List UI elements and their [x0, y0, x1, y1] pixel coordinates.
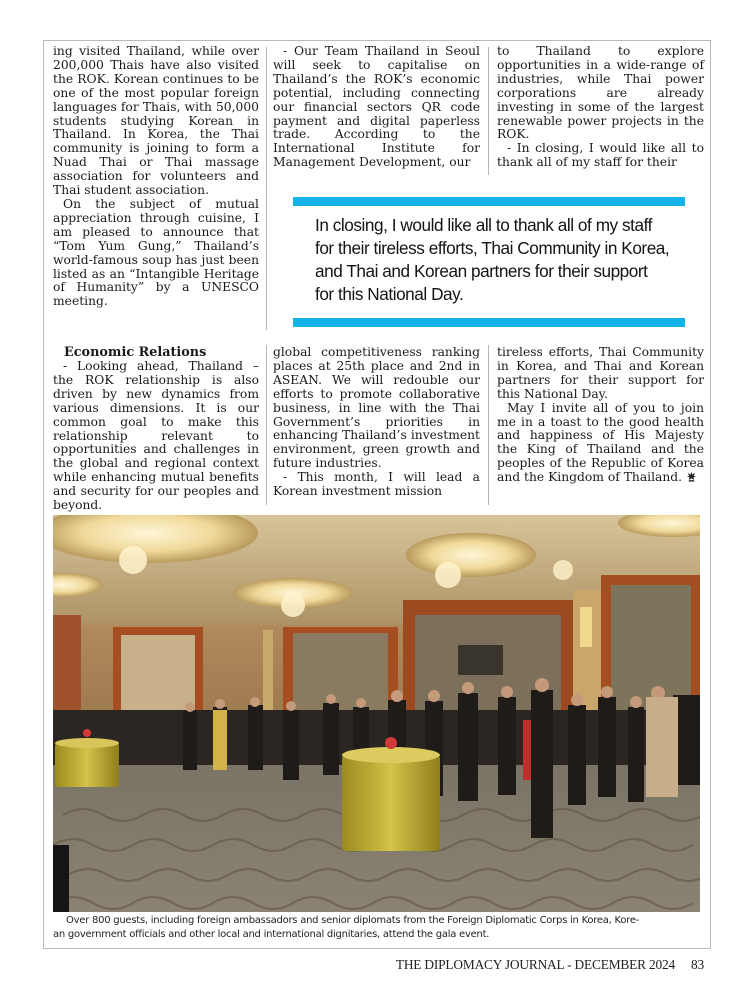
column-divider: [266, 47, 267, 330]
foreground-object: [53, 845, 69, 912]
gold-table: [342, 755, 440, 851]
page-number: 83: [691, 957, 704, 972]
gold-table-top: [55, 738, 119, 748]
column-divider: [488, 345, 489, 505]
paragraph: - Looking ahead, Thailand – the ROK relationship is also driven by new dynamics from various dimensions. It is our common goal to make this relationship relevant to opportunities and challenges in the global and regional context while enhancing mutual benefits and security for our peoples and beyond.: [53, 359, 259, 513]
flower-vase: [83, 729, 91, 737]
section-heading: Economic Relations: [64, 345, 207, 360]
page-footer: [396, 957, 704, 973]
guest-yellow-dress: [213, 710, 227, 770]
caption-line: Over 800 guests, including foreign ambassadors and senior diplomats from the Foreign Diplomatic Corps in Korea, Kore-: [66, 915, 640, 926]
paragraph: to Thailand to explore opportunities in a wide-range of industries, while Thai power corporations are already investing in some of the largest renewable power projects in the ROK.: [497, 44, 704, 142]
gold-table-top: [342, 747, 440, 763]
article-column-2-top: [273, 45, 480, 170]
publication-name: THE DIPLOMACY JOURNAL - DECEMBER 2024: [395, 957, 675, 972]
paragraph: On the subject of mutual appreciation through cuisine, I am pleased to announce that “Tom Yum Gung,” Thailand’s world-famous soup has just been listed as an “Intangible Heritage of Humanity” by a UNESCO meeting.: [53, 196, 259, 309]
guest-beige-coat: [646, 697, 678, 797]
gold-table: [55, 743, 119, 787]
ballroom-scene: [53, 515, 700, 912]
paragraph: ing visited Thailand, while over 200,000 Thais have also visited the ROK. Korean continues to be one of the most popular foreign languages for Thais, with 50,000 students studying Korean in Thailand. In Korea, the Thai community is joining to form a Nuad Thai or Thai massage association for volunteers and Thai student association.: [53, 44, 259, 198]
event-photo: [53, 515, 700, 912]
pull-quote: In closing, I would like all to thank all of my staff for their tireless efforts, Thai Community in Korea, and Thai and Korean partners for their support for this National Day.: [315, 215, 670, 304]
photo-caption: [53, 914, 705, 941]
paragraph: - Our Team Thailand in Seoul will seek to capitalise on Thailand’s the ROK’s economic potential, including connecting our financial sectors QR code payment and digital paperless trade. According to the International Institute for Management Development, our: [273, 44, 480, 170]
article-column-2-bottom: [273, 346, 480, 499]
caption-line: an government officials and other local and international dignitaries, attend the gala event.: [53, 928, 490, 940]
column-divider: [488, 47, 489, 175]
article-column-1-bottom: [53, 346, 259, 513]
paragraph-text: May I invite all of you to join me in a toast to the good health and happiness of His Majesty the King of Thailand and the peoples of the Republic of Korea and the Kingdom of Thailand.: [497, 400, 704, 485]
chandelier: [281, 593, 305, 617]
flower-vase: [385, 737, 397, 749]
paragraph: tireless efforts, Thai Community in Korea, and Thai and Korean partners for their support for this National Day.: [497, 345, 704, 401]
chandelier: [119, 546, 147, 574]
ceiling-dome: [406, 533, 536, 577]
chandelier: [553, 560, 573, 580]
article-column-1-top: [53, 45, 259, 309]
paragraph: - In closing, I would like all to thank all of my staff for their: [497, 141, 704, 170]
paragraph: global competitiveness ranking places at 25th place and 2nd in ASEAN. We will redouble our efforts to promote collaborative business, in line with the Thai Government’s priorities in enhancing Thailand’s investment environment, green growth and future industries.: [273, 345, 480, 471]
paragraph: - This month, I will lead a Korean investment mission: [273, 470, 480, 499]
pillar-ornament: [580, 607, 592, 647]
pull-quote-top-bar: [293, 197, 685, 206]
pull-quote-bottom-bar: [293, 318, 685, 327]
paragraph: [497, 402, 704, 485]
article-column-3-top: [497, 45, 704, 170]
column-divider: [266, 345, 267, 505]
thai-emblem-icon: [686, 471, 697, 482]
wall-painting: [458, 645, 503, 675]
chandelier: [435, 562, 461, 588]
article-column-3-bottom: [497, 346, 704, 485]
guest-red-dress: [523, 720, 531, 780]
